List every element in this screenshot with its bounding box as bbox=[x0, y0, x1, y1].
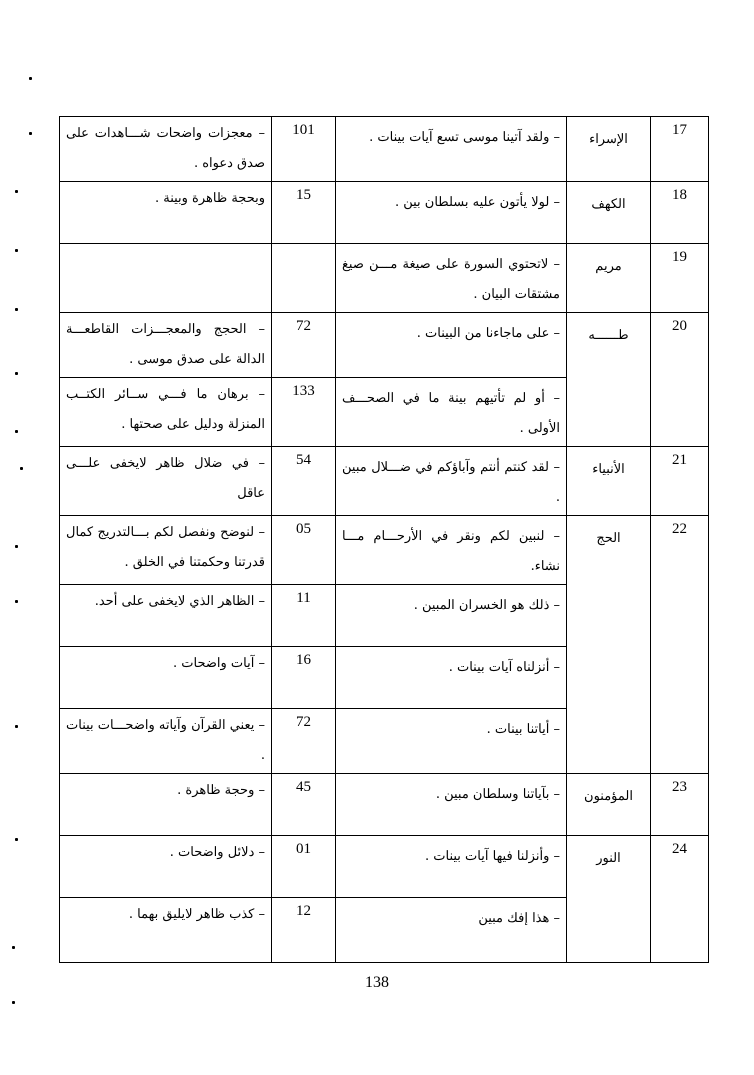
table-row bbox=[60, 244, 709, 313]
verse-number: 16 bbox=[272, 647, 336, 709]
meaning-text: – يعني القرآن وآياته واضحـــات بينات . bbox=[60, 709, 272, 774]
sura-name: الأنبياء bbox=[567, 447, 651, 516]
verse-number: 54 bbox=[272, 447, 336, 516]
row-number: 20 bbox=[651, 313, 709, 447]
verse-number: 12 bbox=[272, 898, 336, 963]
scan-speck bbox=[12, 1001, 15, 1004]
verse-text: – ذلك هو الخسران المبين . bbox=[336, 585, 567, 647]
sura-name: المؤمنون bbox=[567, 774, 651, 836]
row-number: 19 bbox=[651, 244, 709, 313]
verse-number: 01 bbox=[272, 836, 336, 898]
row-number: 23 bbox=[651, 774, 709, 836]
scan-speck bbox=[15, 249, 18, 252]
meaning-text: – الحجج والمعجـــزات القاطعـــة الدالة على صدق موسى . bbox=[60, 313, 272, 378]
meaning-text: – لنوضح ونفصل لكم بـــالتدريج كمال قدرتنا وحكمتنا في الخلق . bbox=[60, 516, 272, 585]
verse-number: 45 bbox=[272, 774, 336, 836]
verse-text: – ولقد آتينا موسى تسع آيات بينات . bbox=[336, 117, 567, 182]
verse-number: 15 bbox=[272, 182, 336, 244]
verse-text: – بآياتنا وسلطان مبين . bbox=[336, 774, 567, 836]
verse-text: – أياتنا بينات . bbox=[336, 709, 567, 774]
verse-text: – أنزلناه آيات بينات . bbox=[336, 647, 567, 709]
meaning-text: – دلائل واضحات . bbox=[60, 836, 272, 898]
row-number: 22 bbox=[651, 516, 709, 774]
meaning-text: – في ضلال ظاهر لايخفى علـــى عاقل bbox=[60, 447, 272, 516]
verse-number: 133 bbox=[272, 378, 336, 447]
scan-speck bbox=[15, 190, 18, 193]
table-row bbox=[60, 516, 709, 585]
meaning-text: – برهان ما فـــي ســائر الكتــب المنزلة ودليل على صحتها . bbox=[60, 378, 272, 447]
meaning-text: – كذب ظاهر لايليق بهما . bbox=[60, 898, 272, 963]
scan-speck bbox=[12, 946, 15, 949]
row-number: 17 bbox=[651, 117, 709, 182]
row-number: 21 bbox=[651, 447, 709, 516]
sura-name: طــــــه bbox=[567, 313, 651, 447]
meaning-text: – الظاهر الذي لايخفى على أحد. bbox=[60, 585, 272, 647]
scan-speck bbox=[15, 600, 18, 603]
verse-text: – أو لم تأتيهم بينة ما في الصحـــف الأولى . bbox=[336, 378, 567, 447]
verse-number bbox=[272, 244, 336, 313]
row-number: 24 bbox=[651, 836, 709, 963]
scan-speck bbox=[29, 132, 32, 135]
meaning-text: – آيات واضحات . bbox=[60, 647, 272, 709]
table-row bbox=[60, 774, 709, 836]
verse-number: 72 bbox=[272, 313, 336, 378]
scan-speck bbox=[15, 725, 18, 728]
sura-name: الحج bbox=[567, 516, 651, 774]
table-row bbox=[60, 182, 709, 244]
sura-name: الإسراء bbox=[567, 117, 651, 182]
verse-text: – على ماجاءنا من البينات . bbox=[336, 313, 567, 378]
scan-speck bbox=[20, 467, 23, 470]
scan-speck bbox=[29, 77, 32, 80]
table-row bbox=[60, 313, 709, 378]
scan-speck bbox=[15, 430, 18, 433]
table-row bbox=[60, 117, 709, 182]
page-number: 138 bbox=[365, 974, 389, 991]
row-number: 18 bbox=[651, 182, 709, 244]
scan-speck bbox=[15, 545, 18, 548]
verse-number: 101 bbox=[272, 117, 336, 182]
scan-speck bbox=[15, 308, 18, 311]
table-row bbox=[60, 447, 709, 516]
meaning-text bbox=[60, 244, 272, 313]
sura-name: النور bbox=[567, 836, 651, 963]
scan-speck bbox=[15, 838, 18, 841]
verse-number: 72 bbox=[272, 709, 336, 774]
verse-text: – لاتحتوي السورة على صيغة مـــن صيغ مشتقات البيان . bbox=[336, 244, 567, 313]
scan-speck bbox=[15, 372, 18, 375]
verse-text: – وأنزلنا فيها آيات بينات . bbox=[336, 836, 567, 898]
verse-text: – لقد كنتم أنتم وآباؤكم في ضـــلال مبين . bbox=[336, 447, 567, 516]
sura-name: الكهف bbox=[567, 182, 651, 244]
verse-text: – هذا إفك مبين bbox=[336, 898, 567, 963]
quran-terms-table bbox=[59, 116, 709, 963]
meaning-text: – وحجة ظاهرة . bbox=[60, 774, 272, 836]
verse-text: – لولا يأتون عليه بسلطان بين . bbox=[336, 182, 567, 244]
table-row bbox=[60, 836, 709, 898]
meaning-text: – معجزات واضحات شـــاهدات على صدق دعواه . bbox=[60, 117, 272, 182]
verse-number: 05 bbox=[272, 516, 336, 585]
meaning-text: وبحجة ظاهرة وبينة . bbox=[60, 182, 272, 244]
sura-name: مريم bbox=[567, 244, 651, 313]
verse-text: – لنبين لكم ونقر في الأرحـــام مـــا نشاء. bbox=[336, 516, 567, 585]
verse-number: 11 bbox=[272, 585, 336, 647]
